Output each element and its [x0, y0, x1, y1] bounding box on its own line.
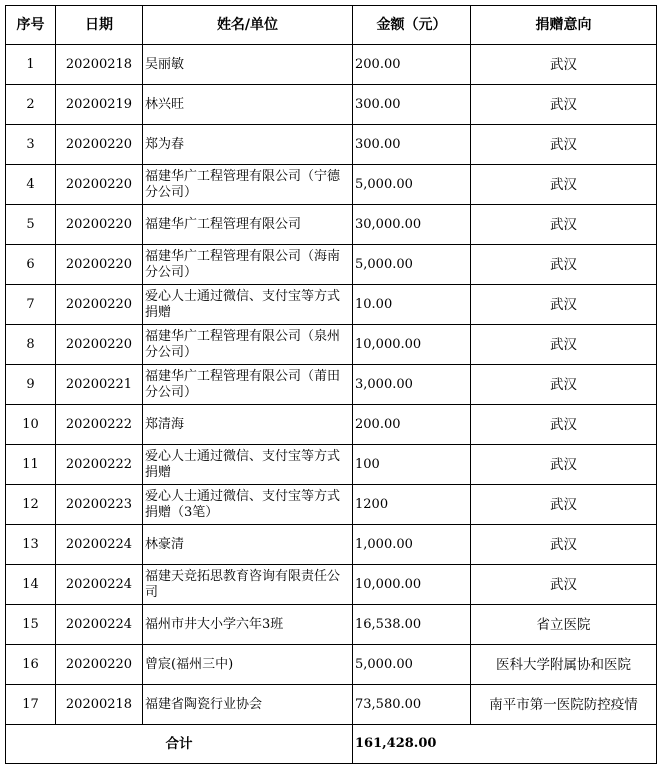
cell-date: 20200224	[56, 565, 143, 605]
cell-date: 20200222	[56, 445, 143, 485]
cell-name-unit: 福建华广工程管理有限公司（宁德分公司）	[143, 165, 353, 205]
cell-amount: 300.00	[353, 125, 471, 165]
cell-serial-number: 6	[6, 245, 56, 285]
table-row	[6, 445, 657, 485]
cell-name-unit: 爱心人士通过微信、支付宝等方式捐赠	[143, 285, 353, 325]
cell-amount: 1200	[353, 485, 471, 525]
cell-donation-intent: 武汉	[471, 205, 657, 245]
cell-date: 20200219	[56, 85, 143, 125]
header-amount: 金额（元）	[353, 6, 471, 45]
cell-date: 20200218	[56, 45, 143, 85]
cell-donation-intent: 武汉	[471, 45, 657, 85]
header-row	[6, 6, 657, 45]
cell-amount: 5,000.00	[353, 245, 471, 285]
table-row	[6, 405, 657, 445]
cell-serial-number: 9	[6, 365, 56, 405]
cell-serial-number: 1	[6, 45, 56, 85]
table-row	[6, 325, 657, 365]
header-donation-intent: 捐赠意向	[471, 6, 657, 45]
cell-serial-number: 8	[6, 325, 56, 365]
cell-amount: 1,000.00	[353, 525, 471, 565]
cell-donation-intent: 武汉	[471, 485, 657, 525]
table-row	[6, 45, 657, 85]
cell-donation-intent: 武汉	[471, 405, 657, 445]
cell-amount: 10,000.00	[353, 325, 471, 365]
cell-amount: 3,000.00	[353, 365, 471, 405]
cell-name-unit: 福建华广工程管理有限公司（莆田分公司）	[143, 365, 353, 405]
cell-serial-number: 2	[6, 85, 56, 125]
cell-name-unit: 郑清海	[143, 405, 353, 445]
table-row	[6, 565, 657, 605]
cell-date: 20200220	[56, 285, 143, 325]
cell-donation-intent: 省立医院	[471, 605, 657, 645]
cell-date: 20200221	[56, 365, 143, 405]
cell-serial-number: 3	[6, 125, 56, 165]
cell-serial-number: 5	[6, 205, 56, 245]
table-row	[6, 85, 657, 125]
table-row	[6, 365, 657, 405]
cell-serial-number: 12	[6, 485, 56, 525]
cell-serial-number: 7	[6, 285, 56, 325]
cell-name-unit: 曾宸(福州三中)	[143, 645, 353, 685]
cell-serial-number: 4	[6, 165, 56, 205]
cell-serial-number: 13	[6, 525, 56, 565]
total-row	[6, 725, 657, 764]
cell-amount: 10,000.00	[353, 565, 471, 605]
cell-date: 20200220	[56, 245, 143, 285]
cell-name-unit: 福州市井大小学六年3班	[143, 605, 353, 645]
table-body	[6, 45, 657, 725]
cell-serial-number: 14	[6, 565, 56, 605]
cell-donation-intent: 武汉	[471, 325, 657, 365]
cell-name-unit: 林兴旺	[143, 85, 353, 125]
table-row	[6, 525, 657, 565]
cell-amount: 100	[353, 445, 471, 485]
cell-serial-number: 17	[6, 685, 56, 725]
cell-serial-number: 11	[6, 445, 56, 485]
table-row	[6, 165, 657, 205]
cell-serial-number: 15	[6, 605, 56, 645]
cell-amount: 200.00	[353, 45, 471, 85]
table-row	[6, 605, 657, 645]
total-label: 合计	[6, 725, 353, 764]
cell-name-unit: 福建天竞拓思教育咨询有限责任公司	[143, 565, 353, 605]
table-row	[6, 645, 657, 685]
cell-date: 20200223	[56, 485, 143, 525]
cell-donation-intent: 南平市第一医院防控疫情	[471, 685, 657, 725]
cell-date: 20200220	[56, 325, 143, 365]
cell-date: 20200224	[56, 605, 143, 645]
cell-amount: 5,000.00	[353, 165, 471, 205]
cell-donation-intent: 武汉	[471, 525, 657, 565]
table-row	[6, 245, 657, 285]
cell-donation-intent: 武汉	[471, 565, 657, 605]
cell-donation-intent: 武汉	[471, 445, 657, 485]
cell-donation-intent: 武汉	[471, 165, 657, 205]
cell-name-unit: 吴丽敏	[143, 45, 353, 85]
cell-amount: 300.00	[353, 85, 471, 125]
cell-date: 20200218	[56, 685, 143, 725]
cell-date: 20200224	[56, 525, 143, 565]
table-row	[6, 485, 657, 525]
cell-name-unit: 林豪清	[143, 525, 353, 565]
cell-name-unit: 爱心人士通过微信、支付宝等方式捐赠	[143, 445, 353, 485]
cell-amount: 200.00	[353, 405, 471, 445]
header-serial-number: 序号	[6, 6, 56, 45]
table-row	[6, 205, 657, 245]
cell-date: 20200220	[56, 165, 143, 205]
cell-donation-intent: 武汉	[471, 365, 657, 405]
cell-amount: 10.00	[353, 285, 471, 325]
table-row	[6, 285, 657, 325]
cell-name-unit: 福建华广工程管理有限公司（海南分公司）	[143, 245, 353, 285]
cell-amount: 73,580.00	[353, 685, 471, 725]
donation-table	[5, 5, 657, 764]
cell-name-unit: 福建华广工程管理有限公司	[143, 205, 353, 245]
cell-name-unit: 郑为春	[143, 125, 353, 165]
header-date: 日期	[56, 6, 143, 45]
cell-serial-number: 10	[6, 405, 56, 445]
cell-donation-intent: 武汉	[471, 285, 657, 325]
cell-donation-intent: 武汉	[471, 245, 657, 285]
cell-amount: 30,000.00	[353, 205, 471, 245]
cell-date: 20200220	[56, 645, 143, 685]
cell-date: 20200220	[56, 205, 143, 245]
cell-name-unit: 爱心人士通过微信、支付宝等方式捐赠（3笔）	[143, 485, 353, 525]
table-row	[6, 685, 657, 725]
cell-name-unit: 福建省陶瓷行业协会	[143, 685, 353, 725]
cell-amount: 16,538.00	[353, 605, 471, 645]
cell-serial-number: 16	[6, 645, 56, 685]
header-name-unit: 姓名/单位	[143, 6, 353, 45]
cell-date: 20200220	[56, 125, 143, 165]
cell-date: 20200222	[56, 405, 143, 445]
cell-donation-intent: 医科大学附属协和医院	[471, 645, 657, 685]
cell-amount: 5,000.00	[353, 645, 471, 685]
cell-donation-intent: 武汉	[471, 125, 657, 165]
cell-donation-intent: 武汉	[471, 85, 657, 125]
table-row	[6, 125, 657, 165]
cell-name-unit: 福建华广工程管理有限公司（泉州分公司）	[143, 325, 353, 365]
total-amount: 161,428.00	[353, 725, 657, 764]
